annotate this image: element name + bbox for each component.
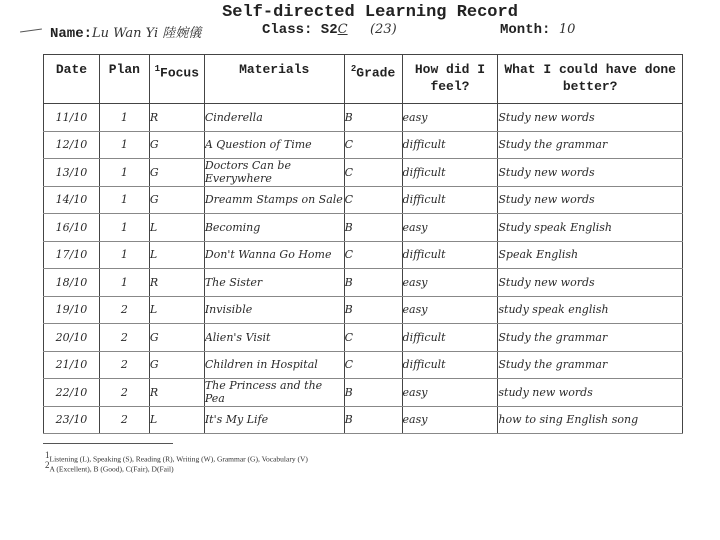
cell-materials: A Question of Time (204, 131, 344, 159)
cell-grade: B (344, 104, 402, 132)
table-row (44, 351, 683, 379)
focus-footnote-marker: 1 (154, 64, 161, 74)
cell-materials: Alien's Visit (204, 324, 344, 352)
cell-grade: C (344, 186, 402, 214)
cell-focus: L (149, 214, 204, 242)
table-row (44, 214, 683, 242)
cell-plan: 2 (99, 296, 149, 324)
cell-feel: difficult (402, 351, 498, 379)
cell-focus: R (149, 104, 204, 132)
cell-better: Study new words (498, 269, 683, 297)
cell-focus: L (149, 241, 204, 269)
cell-materials: Doctors Can be Everywhere (204, 159, 344, 187)
cell-grade: C (344, 131, 402, 159)
cell-focus: G (149, 186, 204, 214)
cell-plan: 2 (99, 379, 149, 407)
cell-plan: 2 (99, 406, 149, 434)
cell-plan: 1 (99, 186, 149, 214)
cell-date: 13/10 (44, 159, 100, 187)
cell-plan: 2 (99, 351, 149, 379)
cell-date: 19/10 (44, 296, 100, 324)
cell-date: 12/10 (44, 131, 100, 159)
cell-grade: B (344, 296, 402, 324)
cell-focus: G (149, 131, 204, 159)
cell-better: Study the grammar (498, 351, 683, 379)
footnote-divider (43, 443, 173, 444)
cell-plan: 1 (99, 241, 149, 269)
cell-plan: 1 (99, 159, 149, 187)
month-row (500, 22, 575, 38)
class-value: C (337, 22, 348, 37)
cell-focus: G (149, 351, 204, 379)
table-row (44, 406, 683, 434)
cell-materials: It's My Life (204, 406, 344, 434)
table-row (44, 379, 683, 407)
cell-plan: 1 (99, 214, 149, 242)
cell-focus: L (149, 406, 204, 434)
cell-focus: L (149, 296, 204, 324)
month-value: 10 (558, 22, 576, 37)
cell-date: 11/10 (44, 104, 100, 132)
class-label: Class: S2 (262, 22, 338, 38)
table-row (44, 241, 683, 269)
col-header-feel: How did I feel? (402, 55, 498, 104)
cell-date: 18/10 (44, 269, 100, 297)
table-row (44, 324, 683, 352)
name-label: Name: (50, 26, 93, 42)
cell-date: 20/10 (44, 324, 100, 352)
cell-focus: G (149, 159, 204, 187)
table-row (44, 159, 683, 187)
cell-date: 21/10 (44, 351, 100, 379)
class-number: (23) (369, 22, 397, 37)
cell-date: 14/10 (44, 186, 100, 214)
cell-date: 22/10 (44, 379, 100, 407)
cell-focus: R (149, 269, 204, 297)
cell-feel: easy (402, 406, 498, 434)
col-header-grade: $^2$Grade (344, 55, 402, 104)
cell-better: Study new words (498, 104, 683, 132)
name-value: Lu Wan Yi 陸婉儀 (92, 26, 202, 41)
cell-materials: Becoming (204, 214, 344, 242)
cell-feel: easy (402, 379, 498, 407)
cell-grade: B (344, 406, 402, 434)
cell-plan: 1 (99, 131, 149, 159)
cell-grade: C (344, 324, 402, 352)
cell-feel: easy (402, 296, 498, 324)
cell-feel: difficult (402, 186, 498, 214)
cell-better: Study new words (498, 159, 683, 187)
cell-better: Study speak English (498, 214, 683, 242)
cell-plan: 2 (99, 324, 149, 352)
cell-grade: C (344, 159, 402, 187)
cell-grade: B (344, 214, 402, 242)
col-header-focus: $^1$Focus (149, 55, 204, 104)
cell-date: 17/10 (44, 241, 100, 269)
cell-materials: Don't Wanna Go Home (204, 241, 344, 269)
cell-better: study new words (498, 379, 683, 407)
class-row (262, 22, 397, 38)
table-row (44, 269, 683, 297)
cell-feel: easy (402, 104, 498, 132)
table-header-row (44, 55, 683, 104)
cell-better: Study the grammar (498, 324, 683, 352)
cell-materials: Invisible (204, 296, 344, 324)
col-header-better: What I could have done better? (498, 55, 683, 104)
cell-better: how to sing English song (498, 406, 683, 434)
month-label: Month: (500, 22, 551, 38)
cell-materials: The Sister (204, 269, 344, 297)
grade-footnote-marker: 2 (350, 64, 357, 74)
cell-focus: G (149, 324, 204, 352)
cell-feel: difficult (402, 159, 498, 187)
learning-record-table (43, 54, 683, 434)
cell-better: study speak english (498, 296, 683, 324)
cell-better: Speak English (498, 241, 683, 269)
col-header-plan: Plan (99, 55, 149, 104)
cell-feel: easy (402, 269, 498, 297)
cell-better: Study new words (498, 186, 683, 214)
cell-feel: difficult (402, 324, 498, 352)
cell-focus: R (149, 379, 204, 407)
table-row (44, 186, 683, 214)
cell-materials: The Princess and the Pea (204, 379, 344, 407)
table-row (44, 296, 683, 324)
cell-plan: 1 (99, 269, 149, 297)
pen-stroke-mark (20, 28, 42, 32)
cell-grade: B (344, 269, 402, 297)
cell-feel: easy (402, 214, 498, 242)
cell-grade: C (344, 351, 402, 379)
table-row (44, 131, 683, 159)
cell-feel: difficult (402, 131, 498, 159)
cell-date: 16/10 (44, 214, 100, 242)
cell-plan: 1 (99, 104, 149, 132)
cell-materials: Cinderella (204, 104, 344, 132)
cell-better: Study the grammar (498, 131, 683, 159)
cell-grade: C (344, 241, 402, 269)
cell-materials: Children in Hospital (204, 351, 344, 379)
cell-materials: Dreamm Stamps on Sale (204, 186, 344, 214)
cell-date: 23/10 (44, 406, 100, 434)
col-header-materials: Materials (204, 55, 344, 104)
footnote-grade-key: $^2$A (Excellent), B (Good), C(Fair), D(Fail) (45, 460, 174, 474)
footnote-focus-key: $^1$Listening (L), Speaking (S), Reading (R), Writing (W), Grammar (G), Vocabulary (V) (45, 450, 308, 464)
page-title: Self-directed Learning Record (222, 3, 518, 22)
table-row (44, 104, 683, 132)
cell-grade: B (344, 379, 402, 407)
name-row (50, 22, 201, 42)
col-header-date: Date (44, 55, 100, 104)
cell-feel: difficult (402, 241, 498, 269)
